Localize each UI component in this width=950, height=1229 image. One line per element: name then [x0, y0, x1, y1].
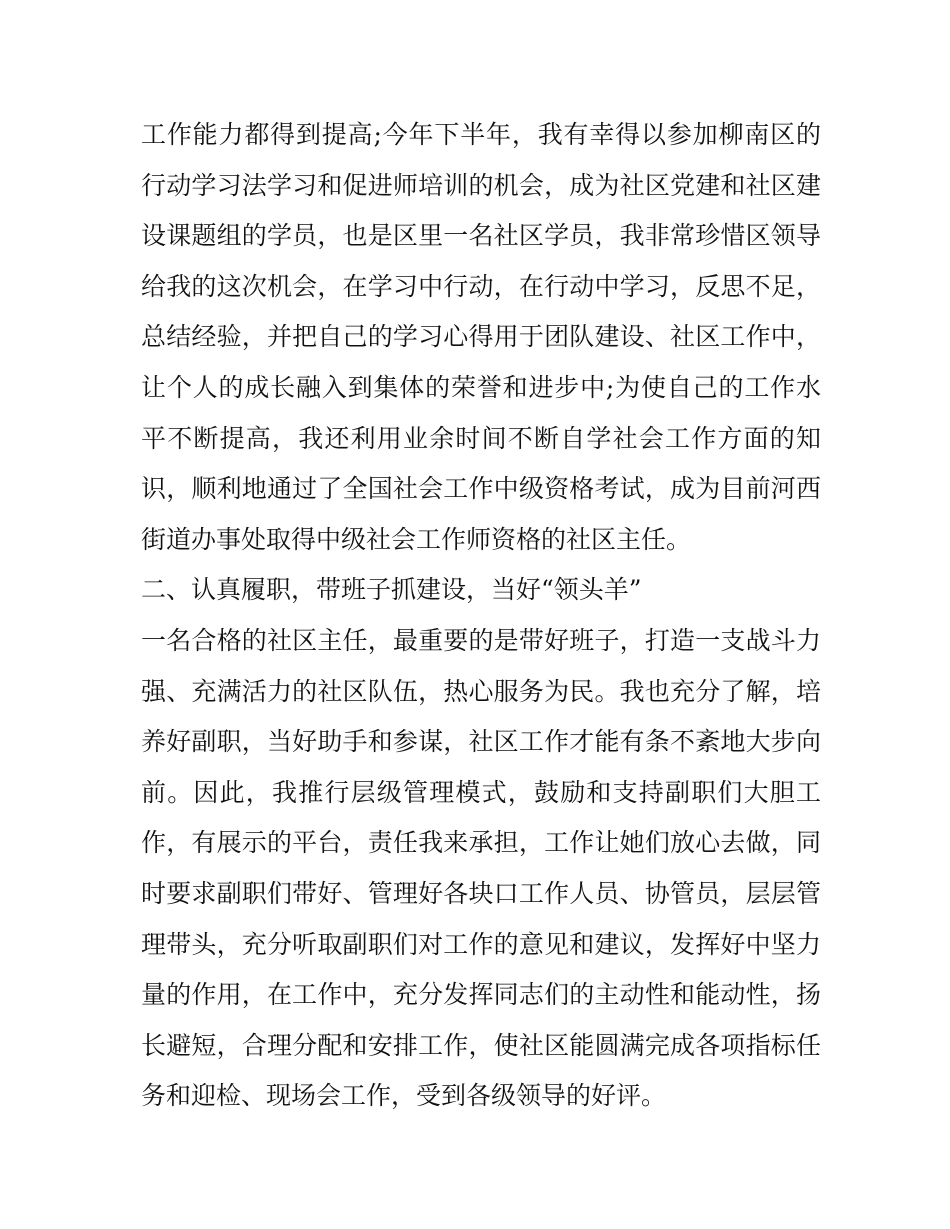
section-heading: 二、认真履职，带班子抓建设，当好“领头羊” [141, 575, 642, 605]
text-line: 总结经验，并把自己的学习心得用于团队建设、社区工作中， [141, 322, 821, 352]
body-text [141, 110, 821, 1122]
text-line: 一名合格的社区主任，最重要的是带好班子，打造一支战斗力 [141, 625, 821, 655]
text-line: 街道办事处取得中级社会工作师资格的社区主任。 [141, 524, 692, 554]
text-line: 务和迎检、现场会工作，受到各级领导的好评。 [141, 1081, 667, 1111]
text-line: 时要求副职们带好、管理好各块口工作人员、协管员，层层管 [141, 878, 821, 908]
text-line: 强、充满活力的社区队伍，热心服务为民。我也充分了解，培 [141, 676, 821, 706]
text-line: 作，有展示的平台，责任我来承担，工作让她们放心去做，同 [141, 828, 821, 858]
text-line: 工作能力都得到提高;今年下半年，我有幸得以参加柳南区的 [141, 120, 821, 149]
text-line: 让个人的成长融入到集体的荣誉和进步中;为使自己的工作水 [141, 372, 821, 402]
text-line: 前。因此，我推行层级管理模式，鼓励和支持副职们大胆工 [141, 777, 821, 807]
text-line: 行动学习法学习和促进师培训的机会，成为社区党建和社区建 [141, 170, 821, 200]
text-line: 设课题组的学员，也是区里一名社区学员，我非常珍惜区领导 [141, 221, 821, 251]
text-line: 量的作用，在工作中，充分发挥同志们的主动性和能动性，扬 [141, 980, 821, 1010]
text-line: 养好副职，当好助手和参谋，社区工作才能有条不紊地大步向 [141, 727, 821, 757]
text-line: 理带头，充分听取副职们对工作的意见和建议，发挥好中坚力 [141, 929, 821, 959]
text-line: 长避短，合理分配和安排工作，使社区能圆满完成各项指标任 [141, 1030, 821, 1060]
text-line: 平不断提高，我还利用业余时间不断自学社会工作方面的知 [141, 423, 821, 453]
text-line: 识，顺利地通过了全国社会工作中级资格考试，成为目前河西 [141, 474, 821, 504]
text-line: 给我的这次机会，在学习中行动，在行动中学习，反思不足， [141, 271, 821, 301]
